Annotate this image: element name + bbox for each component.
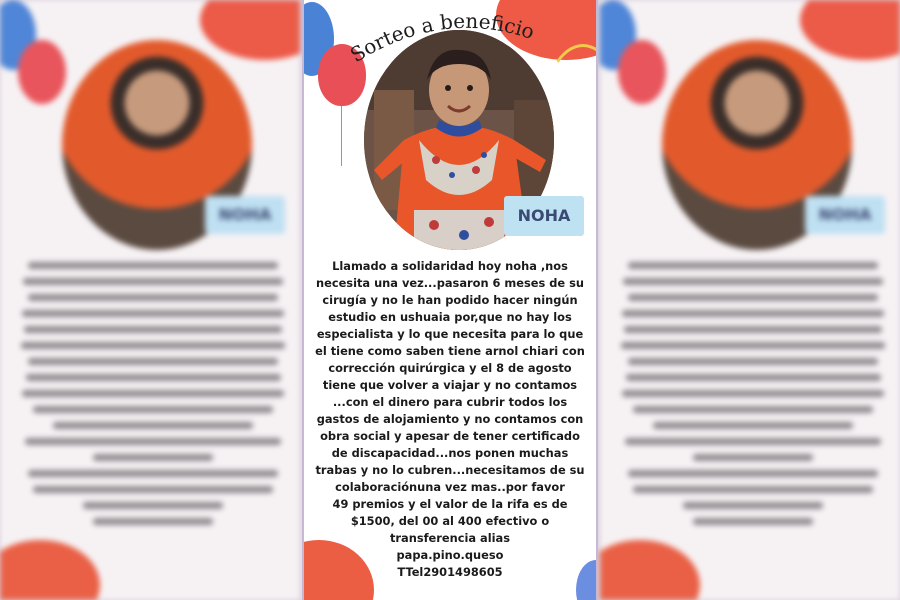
message-paragraph: Llamado a solidaridad hoy noha ,nos necesita una vez...pasaron 6 meses de su cirugía y no le han podido hacer ningún estudio en ushuaia por,que no hay los especialista y lo que necesita para lo que el tiene como saben tiene arnol chiari con corrección quirúrgica y el 8 de agosto tiene que volver a viajar y no contamos ...con el dinero para cubrir todos los gastos de alojamiento y no contamos con obra social y apesar de tener certificado de discapacidad...nos ponen muchas trabas y no lo cubren...necesitamos de su colaboraciónuna vez mas..por favor bbox=[315, 259, 585, 494]
name-tag: NOHA bbox=[504, 196, 584, 236]
raffle-flyer bbox=[304, 0, 596, 600]
decorative-blob bbox=[800, 0, 900, 60]
blurred-text bbox=[18, 262, 288, 534]
name-tag: NOHA bbox=[205, 196, 285, 234]
flyer-title bbox=[344, 6, 574, 66]
name-tag: NOHA bbox=[805, 196, 885, 234]
prizes-paragraph: 49 premios y el valor de la rifa es de $1500, del 00 al 400 efectivo o transferencia alias bbox=[332, 497, 568, 545]
alias-value: papa.pino.queso bbox=[396, 548, 504, 562]
phone-number: TTel2901498605 bbox=[397, 565, 503, 579]
blurred-background-left bbox=[0, 0, 300, 600]
decorative-blob bbox=[200, 0, 300, 60]
blurred-text bbox=[618, 262, 888, 534]
balloon-icon bbox=[618, 40, 666, 104]
decorative-blob bbox=[0, 540, 100, 600]
flyer-message bbox=[312, 258, 588, 581]
decorative-blob bbox=[600, 540, 700, 600]
blurred-background-right bbox=[600, 0, 900, 600]
balloon-icon bbox=[18, 40, 66, 104]
flyer-title-text: Sorteo a beneficio bbox=[346, 8, 538, 66]
